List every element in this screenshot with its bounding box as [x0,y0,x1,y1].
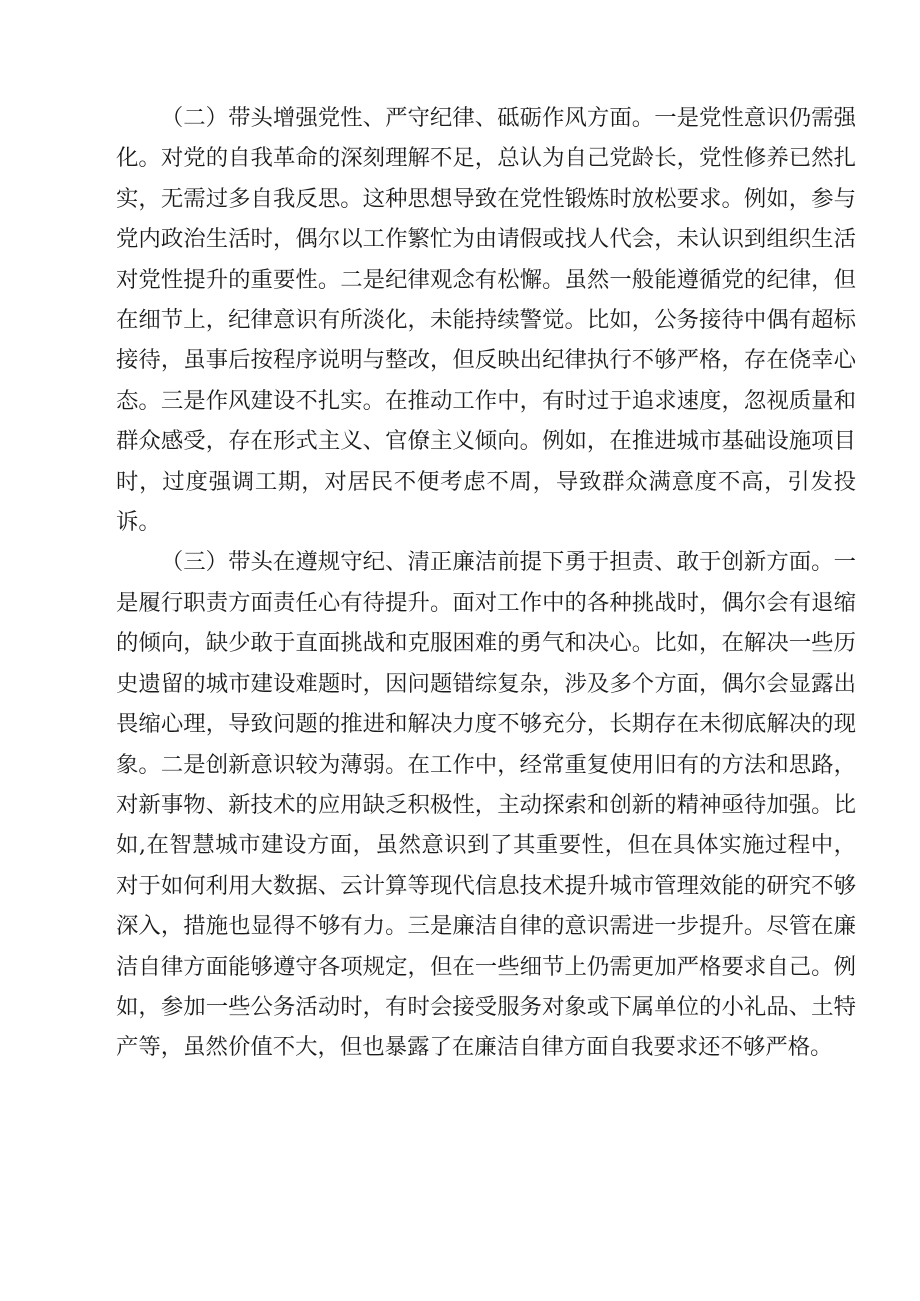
paragraph-section-three: （三）带头在遵规守纪、清正廉洁前提下勇于担责、敢于创新方面。一是履行职责方面责任心有待提升。面对工作中的各种挑战时，偶尔会有退缩的倾向，缺少敢于直面挑战和克服困难的勇气和决心。比如，在解决一些历史遗留的城市建设难题时，因问题错综复杂，涉及多个方面，偶尔会显露出畏缩心理，导致问题的推进和解决力度不够充分，长期存在未彻底解决的现象。二是创新意识较为薄弱。在工作中，经常重复使用旧有的方法和思路，对新事物、新技术的应用缺乏积极性，主动探索和创新的精神亟待加强。比如,在智慧城市建设方面，虽然意识到了其重要性，但在具体实施过程中，对于如何利用大数据、云计算等现代信息技术提升城市管理效能的研究不够深入，措施也显得不够有力。三是廉洁自律的意识需进一步提升。尽管在廉洁自律方面能够遵守各项规定，但在一些细节上仍需更加严格要求自己。例如，参加一些公务活动时，有时会接受服务对象或下属单位的小礼品、土特产等，虽然价值不大，但也暴露了在廉洁自律方面自我要求还不够严格。 [116,549,856,1061]
paragraph-section-two: （二）带头增强党性、严守纪律、砥砺作风方面。一是党性意识仍需强化。对党的自我革命的深刻理解不足，总认为自己党龄长，党性修养已然扎实，无需过多自我反思。这种思想导致在党性锻炼时放松要求。例如，参与党内政治生活时，偶尔以工作繁忙为由请假或找人代会，未认识到组织生活对党性提升的重要性。二是纪律观念有松懈。虽然一般能遵循党的纪律，但在细节上，纪律意识有所淡化，未能持续警觉。比如，公务接待中偶有超标接待，虽事后按程序说明与整改，但反映出纪律执行不够严格，存在侥幸心态。三是作风建设不扎实。在推动工作中，有时过于追求速度，忽视质量和群众感受，存在形式主义、官僚主义倾向。例如，在推进城市基础设施项目时，过度强调工期，对居民不便考虑不周，导致群众满意度不高，引发投诉。 [116,105,856,536]
document-body [116,98,856,1068]
